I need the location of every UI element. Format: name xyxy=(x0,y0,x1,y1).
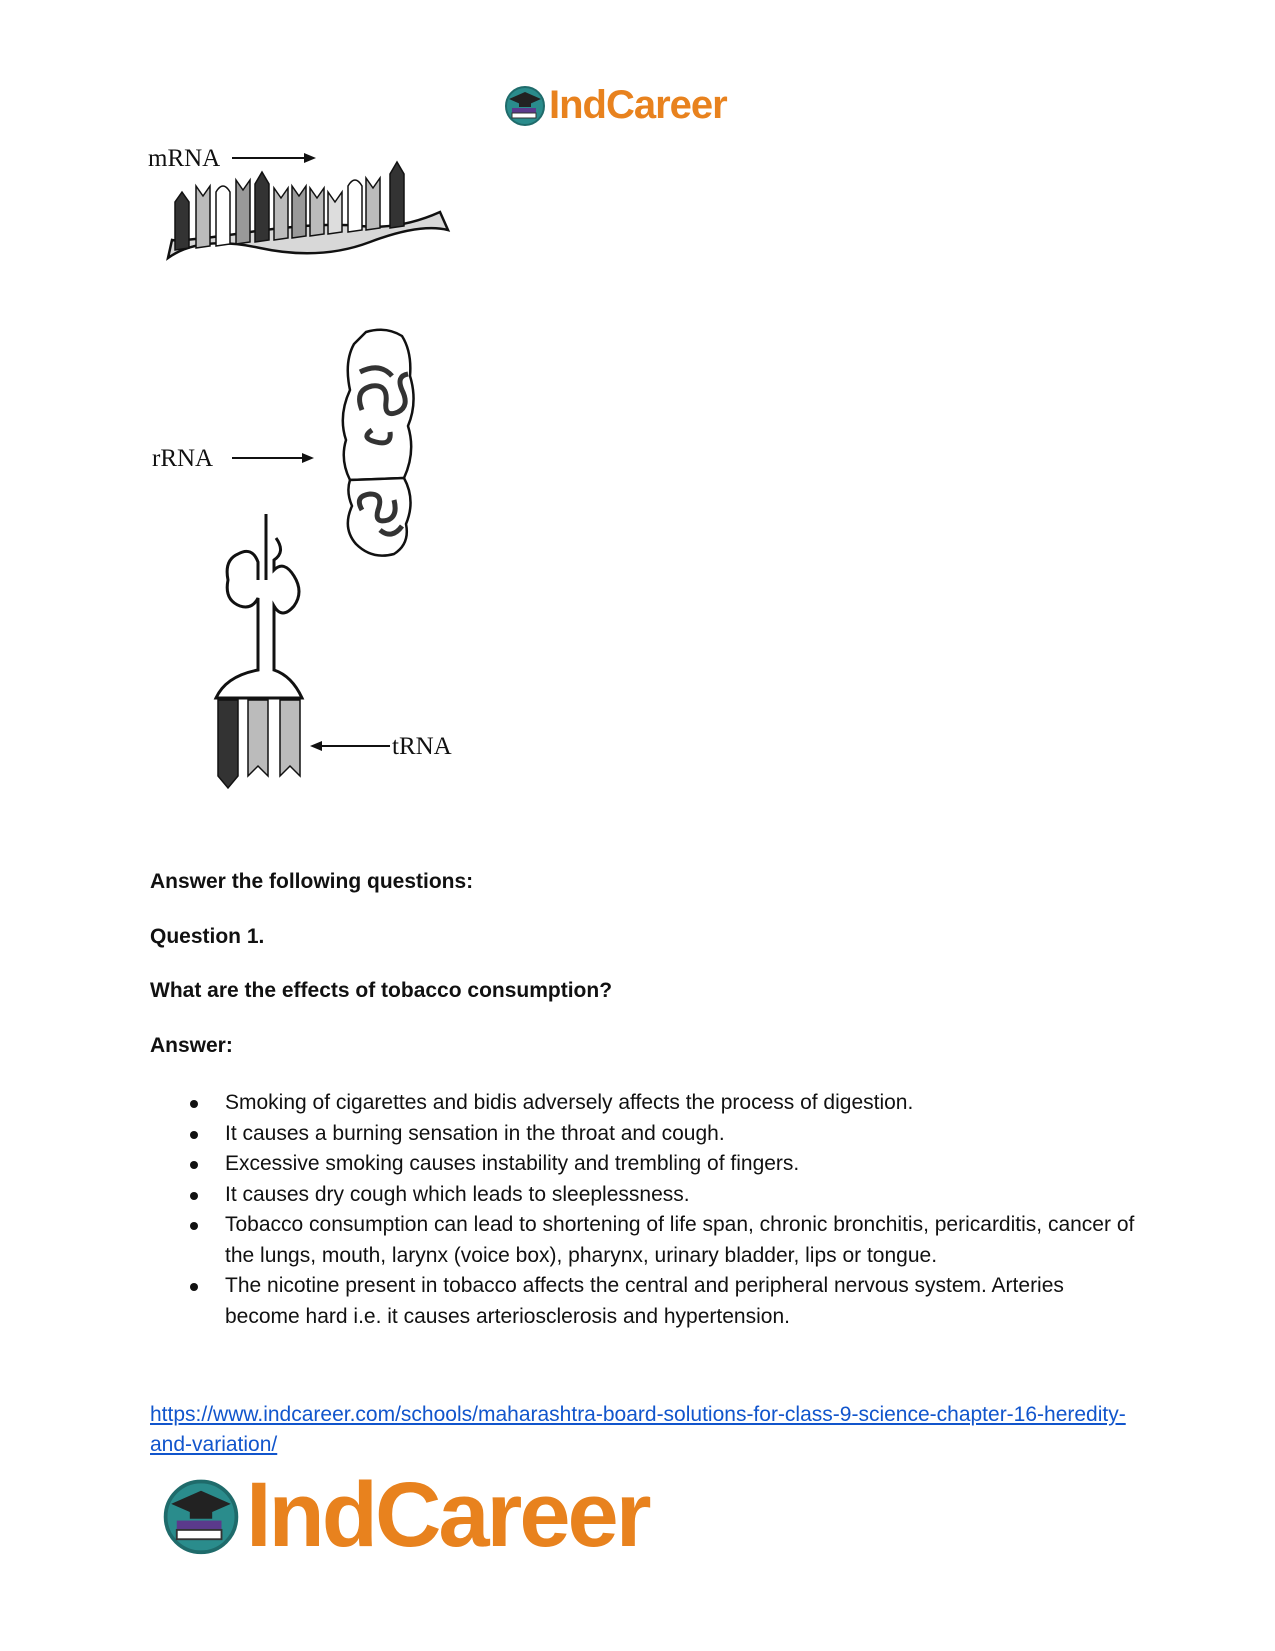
footer-logo xyxy=(160,1463,649,1566)
rrna-arrow xyxy=(232,453,314,463)
answer-bullet-list xyxy=(150,1088,1140,1332)
mrna-label: mRNA xyxy=(148,145,221,172)
mrna-strand xyxy=(168,162,448,258)
graduation-cap-book-globe-icon xyxy=(160,1474,242,1556)
graduation-cap-book-globe-icon xyxy=(503,83,547,127)
list-item: Smoking of cigarettes and bidis adversely affects the process of digestion. xyxy=(150,1088,1140,1119)
header-logo xyxy=(503,80,727,130)
rrna-label: rRNA xyxy=(152,445,214,472)
section-heading: Answer the following questions: xyxy=(150,870,474,893)
question-number: Question 1. xyxy=(150,925,265,948)
rna-types-figure xyxy=(140,140,500,840)
list-item: Tobacco consumption can lead to shortening of life span, chronic bronchitis, pericarditis, cancer of the lungs, mouth, larynx (voice box), pharynx, urinary bladder, lips or tongue. xyxy=(150,1210,1140,1271)
list-item: It causes a burning sensation in the throat and cough. xyxy=(150,1119,1140,1150)
trna-arrow xyxy=(310,741,390,751)
list-item: The nicotine present in tobacco affects the central and peripheral nervous system. Arteries become hard i.e. it causes arteriosclerosis and hypertension. xyxy=(150,1271,1140,1332)
header-logo-text: IndCareer xyxy=(549,82,727,127)
source-link[interactable]: https://www.indcareer.com/schools/maharashtra-board-solutions-for-class-9-science-chapter-16-heredity-and-variation/ xyxy=(150,1403,1126,1456)
ribosome-drawing xyxy=(343,330,414,556)
footer-logo-text: IndCareer xyxy=(246,1463,649,1566)
question-text: What are the effects of tobacco consumption? xyxy=(150,979,613,1002)
list-item: Excessive smoking causes instability and trembling of fingers. xyxy=(150,1149,1140,1180)
trna-drawing xyxy=(216,514,302,788)
list-item: It causes dry cough which leads to sleeplessness. xyxy=(150,1180,1140,1211)
answer-label: Answer: xyxy=(150,1034,233,1057)
trna-label: tRNA xyxy=(392,733,452,760)
mrna-arrow xyxy=(232,153,316,163)
